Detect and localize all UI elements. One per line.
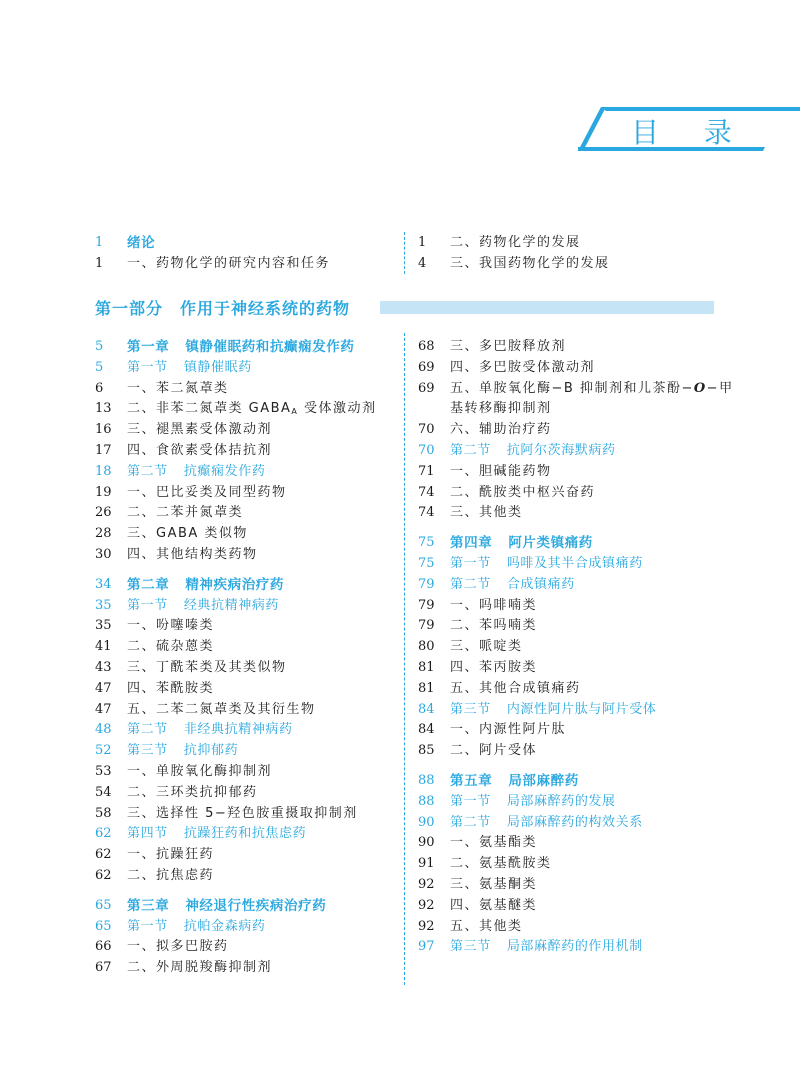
- entry-text: 一、抗躁狂药: [127, 847, 215, 862]
- entry-number: 第一节: [127, 919, 168, 934]
- entry-text: 六、辅助治疗药: [450, 422, 552, 437]
- entry-number: 第三章: [127, 898, 170, 914]
- entry-title: [450, 399, 552, 419]
- page-number: 5: [95, 339, 104, 354]
- part-title: 第一部分 作用于神经系统的药物: [95, 299, 351, 318]
- entry-title: [450, 679, 581, 699]
- entry-number: 第二节: [450, 443, 491, 458]
- entry-title: [127, 575, 284, 595]
- page-number: 26: [95, 505, 112, 520]
- italic-letter: O: [693, 381, 707, 396]
- subscript: A: [291, 407, 299, 416]
- page-number: 17: [95, 443, 112, 458]
- page-number: 74: [418, 485, 435, 500]
- entry-text: 二、苯吗喃类: [450, 618, 538, 633]
- page-number: 70: [418, 422, 435, 437]
- page-number: 79: [418, 598, 435, 613]
- entry-text: 一、巴比妥类及同型药物: [127, 485, 287, 500]
- entry-text: 三、褪黑素受体激动剂: [127, 422, 273, 437]
- page-number: 71: [418, 464, 435, 479]
- entry-number: 第四节: [127, 826, 168, 841]
- page-number: 47: [95, 702, 112, 717]
- page-number: 62: [95, 847, 112, 862]
- entry-text: 五、二苯二氮䓬类及其衍生物: [127, 702, 316, 717]
- entry-title: [450, 554, 643, 574]
- entry-text: 二、非苯二氮䓬类 GABA: [127, 401, 292, 416]
- entry-title: [450, 616, 537, 636]
- page-number: 28: [95, 526, 112, 541]
- entry-title: [127, 337, 355, 357]
- entry-text: 内源性阿片肽与阿片受体: [506, 702, 657, 717]
- page-number: 67: [95, 960, 112, 975]
- entry-text: 三、丁酰苯类及其类似物: [127, 660, 287, 675]
- entry-title: [127, 483, 287, 503]
- entry-title: [127, 596, 279, 616]
- entry-text: 二、药物化学的发展: [450, 235, 581, 250]
- entry-title: [127, 420, 272, 440]
- page-number: 30: [95, 547, 112, 562]
- entry-text: 基转移酶抑制剂: [450, 401, 552, 416]
- entry-title: [127, 379, 229, 399]
- page-number: 54: [95, 785, 112, 800]
- entry-title: [450, 503, 523, 523]
- entry-title: [127, 545, 258, 565]
- entry-title: [450, 254, 610, 274]
- page-number: 53: [95, 764, 112, 779]
- page-number: 84: [418, 722, 435, 737]
- entry-text: 局部麻醉药: [508, 773, 579, 789]
- entry-text-tail: −甲: [706, 381, 734, 396]
- page-number: 69: [418, 360, 435, 375]
- entry-text: 五、其他合成镇痛药: [450, 681, 581, 696]
- entry-text: 二、抗焦虑药: [127, 868, 215, 883]
- intro-divider: [404, 232, 405, 274]
- entry-text: 合成镇痛药: [506, 577, 575, 592]
- entry-text: 二、酰胺类中枢兴奋药: [450, 485, 596, 500]
- page-number: 97: [418, 939, 435, 954]
- entry-title: [127, 637, 214, 657]
- page-number: 34: [95, 577, 112, 592]
- entry-title: [127, 503, 243, 523]
- entry-text: 神经退行性疾病治疗药: [185, 898, 327, 914]
- page-number: 84: [418, 702, 435, 717]
- entry-title: [450, 833, 537, 853]
- entry-title: [450, 483, 595, 503]
- page-title: 目 录: [631, 116, 750, 149]
- entry-title: [127, 658, 287, 678]
- entry-text: 二、外周脱羧酶抑制剂: [127, 960, 273, 975]
- entry-number: 第一节: [127, 360, 168, 375]
- page-number: 35: [95, 598, 112, 613]
- page-number: 66: [95, 939, 112, 954]
- entry-text: 局部麻醉药的发展: [506, 794, 616, 809]
- page-number: 92: [418, 877, 435, 892]
- entry-text: 镇静催眠药和抗癫痫发作药: [185, 339, 355, 355]
- entry-title: [450, 771, 579, 791]
- entry-title: [127, 700, 316, 720]
- page-number: 75: [418, 556, 435, 571]
- page-number: 52: [95, 743, 112, 758]
- entry-text: 一、吗啡喃类: [450, 598, 538, 613]
- entry-title: [450, 917, 523, 937]
- page-number: 79: [418, 618, 435, 633]
- entry-number: 第五章: [450, 773, 493, 789]
- entry-title: [450, 741, 537, 761]
- entry-text: 二、硫杂蒽类: [127, 639, 215, 654]
- entry-title: [127, 762, 272, 782]
- page-number: 48: [95, 722, 112, 737]
- entry-title: [450, 379, 734, 399]
- page-number: 19: [95, 485, 112, 500]
- entry-text: 一、苯二氮䓬类: [127, 381, 229, 396]
- entry-text: 抗抑郁药: [183, 743, 239, 758]
- page-number: 6: [95, 381, 104, 396]
- entry-text: 一、吩噻嗪类: [127, 618, 215, 633]
- entry-text: 四、苯丙胺类: [450, 660, 538, 675]
- entry-number: 第四章: [450, 535, 493, 551]
- entry-title: [127, 845, 214, 865]
- page-number: 68: [418, 339, 435, 354]
- entry-title: [450, 658, 537, 678]
- entry-number: 第三节: [127, 743, 168, 758]
- entry-title: [127, 441, 272, 461]
- entry-number: 第一节: [127, 598, 168, 613]
- entry-text: 四、氨基醚类: [450, 898, 538, 913]
- page-number: 92: [418, 919, 435, 934]
- entry-title: [127, 896, 326, 916]
- entry-title: [450, 875, 537, 895]
- page-number: 88: [418, 773, 435, 788]
- page-number: 35: [95, 618, 112, 633]
- entry-title: [127, 804, 358, 824]
- entry-text: 局部麻醉药的作用机制: [506, 939, 643, 954]
- page-number: 1: [95, 235, 104, 250]
- entry-text: 绪论: [127, 235, 156, 251]
- page-number: 47: [95, 681, 112, 696]
- entry-number: 第三节: [450, 702, 491, 717]
- page-number: 85: [418, 743, 435, 758]
- entry-text: 四、其他结构类药物: [127, 547, 258, 562]
- entry-text: 一、胆碱能药物: [450, 464, 552, 479]
- entry-text: 二、阿片受体: [450, 743, 538, 758]
- entry-number: 第三节: [450, 939, 491, 954]
- entry-number: 第一节: [450, 556, 491, 571]
- page-number: 74: [418, 505, 435, 520]
- entry-number: 第二节: [127, 464, 168, 479]
- entry-text: 一、单胺氧化酶抑制剂: [127, 764, 273, 779]
- entry-title: [127, 917, 265, 937]
- column-divider: [404, 333, 405, 985]
- entry-title: [450, 813, 643, 833]
- entry-text: 一、内源性阿片肽: [450, 722, 567, 737]
- entry-text: 镇静催眠药: [183, 360, 252, 375]
- entry-title: [450, 700, 656, 720]
- entry-title: [127, 399, 377, 422]
- entry-text: 局部麻醉药的构效关系: [506, 815, 643, 830]
- entry-number: 第二章: [127, 577, 170, 593]
- page-number: 16: [95, 422, 112, 437]
- entry-text: 阿片类镇痛药: [508, 535, 593, 551]
- entry-text: 一、氨基酯类: [450, 835, 538, 850]
- page-number: 79: [418, 577, 435, 592]
- page-number: 62: [95, 826, 112, 841]
- entry-number: 第一章: [127, 339, 170, 355]
- entry-text: 三、哌啶类: [450, 639, 523, 654]
- page-number: 18: [95, 464, 112, 479]
- entry-text: 三、氨基酮类: [450, 877, 538, 892]
- entry-title: [127, 824, 306, 844]
- page-number: 1: [418, 235, 427, 250]
- entry-title: [127, 720, 293, 740]
- entry-text: 三、选择性 5−羟色胺重摄取抑制剂: [127, 806, 358, 821]
- entry-title: [127, 937, 229, 957]
- page-number: 4: [418, 256, 427, 271]
- page-number: 65: [95, 898, 112, 913]
- entry-title: [450, 358, 595, 378]
- entry-text: 三、GABA 类似物: [127, 526, 248, 541]
- entry-title: [127, 616, 214, 636]
- entry-title: [450, 596, 537, 616]
- page-number: 88: [418, 794, 435, 809]
- entry-title: [450, 462, 552, 482]
- entry-title: [450, 441, 616, 461]
- entry-text-tail: 受体激动剂: [298, 401, 377, 416]
- entry-text: 二、二苯并氮䓬类: [127, 505, 244, 520]
- entry-title: [127, 783, 258, 803]
- title-banner: [575, 103, 800, 155]
- page-number: 1: [95, 256, 104, 271]
- entry-title: [450, 637, 523, 657]
- page-number: 80: [418, 639, 435, 654]
- entry-title: [127, 866, 214, 886]
- entry-text: 四、苯酰胺类: [127, 681, 215, 696]
- page-number: 81: [418, 660, 435, 675]
- page-number: 70: [418, 443, 435, 458]
- entry-title: [127, 524, 248, 544]
- entry-number: 第二节: [450, 577, 491, 592]
- entry-text: 抗阿尔茨海默病药: [506, 443, 616, 458]
- page-number: 75: [418, 535, 435, 550]
- entry-number: 第二节: [127, 722, 168, 737]
- entry-title: [450, 420, 552, 440]
- entry-text: 四、多巴胺受体激动剂: [450, 360, 596, 375]
- entry-text: 精神疾病治疗药: [185, 577, 285, 593]
- entry-title: [127, 254, 330, 274]
- page-number: 5: [95, 360, 104, 375]
- entry-text: 一、药物化学的研究内容和任务: [127, 256, 331, 271]
- page-number: 69: [418, 381, 435, 396]
- entry-text: 抗癫痫发作药: [183, 464, 266, 479]
- entry-title: [127, 679, 214, 699]
- entry-text: 吗啡及其半合成镇痛药: [506, 556, 643, 571]
- entry-title: [450, 337, 566, 357]
- page-number: 62: [95, 868, 112, 883]
- entry-title: [127, 462, 265, 482]
- entry-title: [450, 533, 593, 553]
- entry-text: 三、其他类: [450, 505, 523, 520]
- entry-text: 抗躁狂药和抗焦虑药: [183, 826, 307, 841]
- entry-text: 抗帕金森病药: [183, 919, 266, 934]
- page-number: 92: [418, 898, 435, 913]
- entry-text: 一、拟多巴胺药: [127, 939, 229, 954]
- entry-title: [127, 233, 155, 253]
- entry-text: 三、多巴胺释放剂: [450, 339, 567, 354]
- entry-text: 五、单胺氧化酶−B 抑制剂和儿茶酚−: [450, 381, 694, 396]
- entry-title: [450, 720, 566, 740]
- part-title-bar: [380, 301, 714, 314]
- entry-text: 非经典抗精神病药: [183, 722, 293, 737]
- entry-text: 三、我国药物化学的发展: [450, 256, 610, 271]
- page-number: 81: [418, 681, 435, 696]
- entry-title: [127, 741, 238, 761]
- entry-number: 第一节: [450, 794, 491, 809]
- entry-title: [450, 937, 643, 957]
- page-number: 65: [95, 919, 112, 934]
- entry-text: 四、食欲素受体拮抗剂: [127, 443, 273, 458]
- entry-title: [450, 575, 575, 595]
- entry-text: 五、其他类: [450, 919, 523, 934]
- page-number: 90: [418, 835, 435, 850]
- page-number: 43: [95, 660, 112, 675]
- entry-text: 二、三环类抗抑郁药: [127, 785, 258, 800]
- entry-text: 经典抗精神病药: [183, 598, 280, 613]
- entry-title: [127, 358, 252, 378]
- entry-text: 二、氨基酰胺类: [450, 856, 552, 871]
- entry-title: [450, 792, 616, 812]
- entry-title: [127, 958, 272, 978]
- entry-number: 第二节: [450, 815, 491, 830]
- page-number: 41: [95, 639, 112, 654]
- entry-title: [450, 854, 552, 874]
- entry-title: [450, 896, 537, 916]
- page-number: 13: [95, 401, 112, 416]
- page-number: 91: [418, 856, 435, 871]
- page-number: 90: [418, 815, 435, 830]
- page-number: 58: [95, 806, 112, 821]
- entry-title: [450, 233, 581, 253]
